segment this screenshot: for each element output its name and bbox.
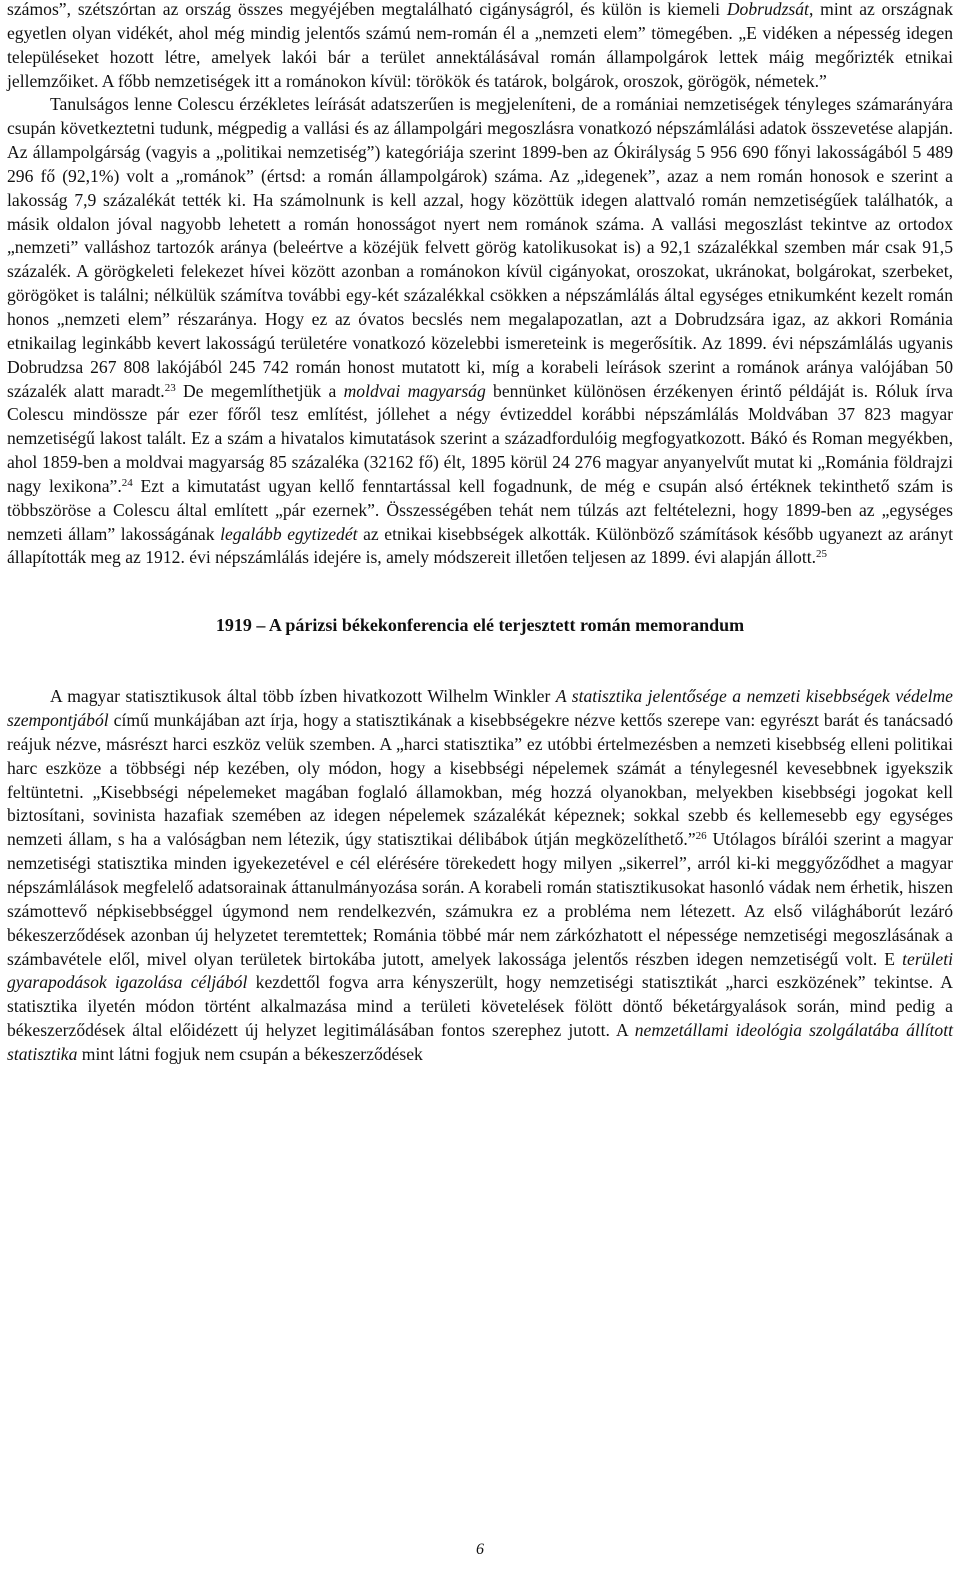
text-run: Utólagos bírálói szerint a magyar nemzetiségi statisztika minden igyekezetével e cél elérésére törekedett hogy milyen „sikerrel”, arról ki-ki meggyőződhet a magyar népszámlálások megfelelő adatsorainak áttanulmányozása során. A korabeli román statisztikusokat hasonló vádak nem érhetik, hiszen számottevő népkisebbséggel úgymond nem rendelkezvén, számukra ez a probléma nem létezett. Az első világháborút lezáró békeszerződések azonban új helyzetet teremtettek; Románia többé már nem zárkózhatott el népessége nemzetiségi megoszlásának a számbavétele elől, mivel olyan területek birtokába jutott, amelyek lakossága jelentős részben idegen nemzetiségű volt. E	[7, 829, 953, 969]
text-run: kezdettől fogva arra kényszerült, hogy nemzetiségi statisztikát „harci eszközének” tekintse. A statisztika ilyetén módon történt alkalmazása mind a területi követelések fölött döntő béketárgyalások során, mind pedig a békeszerződések által előidézett új helyzet legitimálásában fontos szerephez jutott. A	[7, 972, 953, 1041]
paragraph	[7, 685, 953, 1067]
italic-text: A statisztika jelentősége a nemzeti kisebbségek védelme szempontjából	[7, 686, 953, 731]
section-heading: 1919 – A párizsi békekonferencia elé terjesztett román memorandum	[215, 615, 745, 636]
document-page	[7, 0, 953, 1067]
italic-text: moldvai magyarság	[343, 380, 486, 401]
page-number: 6	[476, 1541, 484, 1558]
italic-text: legalább egytizedét	[220, 523, 358, 544]
text-run: , mint az országnak egyetlen olyan vidékét, ahol még mindig jelentős számú nem-román él a „nemzeti elem” tömegében. „E vidéken a népesség idegen településeket hozott létre, amelyek lakói bár a terület annektálásával román állampolgárok lettek máig megőrizték etnikai jellemzőiket. A főbb nemzetiségek itt a románokon kívül: törökök és tatárok, bolgárok, oroszok, görögök, németek.”	[7, 0, 953, 91]
italic-text: Dobrudzsát	[726, 0, 809, 19]
body-text-top	[7, 0, 953, 570]
text-run: az etnikai kisebbségek alkották. Különböző számítások később ugyanezt az arányt állapították meg az 1912. évi népszámlálás idejére is, amely módszereit illetően teljesen az 1899. évi alapján állott.	[7, 523, 954, 568]
paragraph	[7, 93, 953, 570]
text-run: számos”, szétszórtan az ország összes megyéjében megtalálható cigányságról, és külön is kiemeli	[7, 0, 727, 19]
text-run: A magyar statisztikusok által több ízben hivatkozott Wilhelm Winkler	[50, 686, 556, 707]
text-run: bennünket különösen érzékenyen érintő példáját is. Róluk írva Colescu mindössze pár ezer főről tesz említést, jóllehet a négy évtizeddel korábbi népszámlálás Moldvában 37 823 magyar nemzetiségű lakost talált. Ez a szám a hivatalos kimutatások szerint a századfordulóig megfogyatkozott. Bákó és Roman megyékben, ahol 1859-ben a moldvai magyarság 85 százaléka (32162 fő) élt, 1895 körül 24 276 magyar anyanyelvűt mutat ki „Románia földrajzi nagy lexikona”.	[7, 380, 953, 496]
text-run: Ezt a kimutatást ugyan kellő fenntartással kell fogadnunk, de még e csupán alsó értéknek tekinthető szám is többszöröse a Colescu által említett „pár ezernek”. Összességében tehát nem túlzás azt feltételezni, hogy 1899-ben az „egységes nemzeti állam” lakosságának	[7, 475, 953, 544]
footnote-ref: 23	[164, 381, 176, 394]
text-run: Tanulságos lenne Colescu érzékletes leírását adatszerűen is megjeleníteni, de a romániai nemzetiségek tényleges számarányára csupán következtetni tudunk, mégpedig a vallási és az állampolgári megoszlásra vonatkozó népszámlálási adatok összevetése alapján. Az állampolgárság (vagyis a „politikai nemzetiség”) kategóriája szerint 1899-ben az Ókirályság 5 956 690 főnyi lakosságából 5 489 296 fő (92,1%) volt a „románok” (értsd: a román állampolgárok) száma. Az „idegenek”, azaz a nem román honosok e szerint a lakosság 7,9 százalékát tették ki. Ha számolnunk is kell azzal, hogy közöttük idegen alattvaló román nemzetiségűek találhatók, a másik oldalon jóval nagyobb lehetett a román honosságot nyert nem románok száma. A vallási megoszlást tekintve az ortodox „nemzeti” valláshoz tartozók aránya (beleértve a közéjük felvett görög katolikusokat is) a 92,1 százalékkal szemben már csak 91,5 százalék. A görögkeleti felekezet hívei között azonban a románokon kívül cigányokat, oroszokat, ukránokat, bolgárokat, szerbeket, görögöket is találni; nélkülük számítva további egy-két százalékkal csökken a népszámlálás által egységes etnikumként kezelt román honos „nemzeti elem” részaránya. Hogy ez az óvatos becslés nem megalapozatlan, azt a Dobrudzsára igaz, az akkori Románia etnikailag leginkább kevert lakosságú területére vonatkozó közelebbi ismereteink is megerősítik. Az 1899. évi népszámlálás ugyanis Dobrudzsa 267 808 lakójából 245 742 román honost mutatott ki, míg a korabeli leírások szerint a románok aránya valójában 50 százalék alatt maradt.	[7, 94, 953, 401]
text-run: mint látni fogjuk nem csupán a békeszerződések	[77, 1043, 423, 1064]
footnote-ref: 25	[816, 548, 828, 561]
italic-text: területi gyarapodások igazolása céljából	[7, 948, 953, 993]
body-text-bottom	[7, 685, 953, 1067]
text-run: című munkájában azt írja, hogy a statisztikának a kisebbségekre nézve kettős szerepe van: egyrészt barát és tanácsadó reájuk nézve, másrészt harci eszköz velük szemben. A „harci statisztika” ez utóbbi értelmezésben a nemzeti kisebbség elleni politikai harc eszköze a többségi nép kezében, oly módon, hogy a kisebbségi népelemek számát a ténylegesnél kevesebbnek igyekszik feltüntetni. „Kisebbségi népelemeket magában foglaló államokban, még hozzá olyanokban, melyekben kisebbségi jogokat kell biztosítani, sovinista hazafiak szemében az idegen népelemek százalékát képeznek; sokkal szebb és kellemesebb egy egységes nemzeti állam, s ha a valóságban nem létezik, úgy statisztikai délibábok útján megközelíthető.”	[7, 710, 953, 850]
footnote-ref: 24	[121, 476, 133, 489]
paragraph	[7, 0, 953, 93]
text-run: De megemlíthetjük a	[175, 380, 344, 401]
footnote-ref: 26	[695, 830, 707, 843]
italic-text: nemzetállami ideológia szolgálatába állított statisztika	[7, 1020, 953, 1064]
